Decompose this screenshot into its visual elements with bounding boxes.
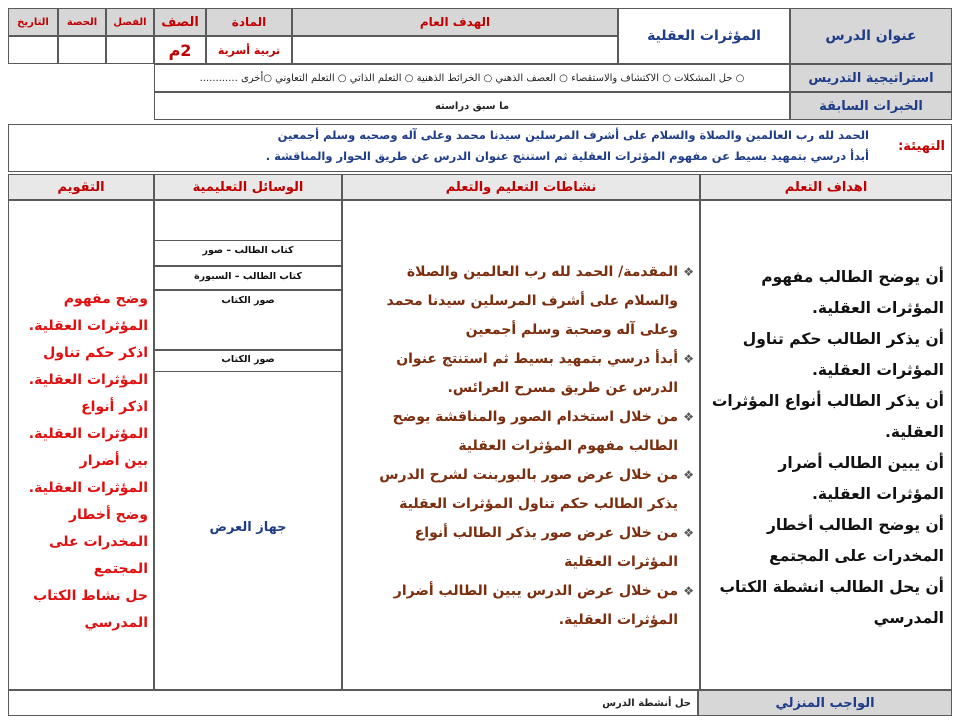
date-value[interactable] [8, 36, 58, 64]
grade-label: الصف [154, 8, 206, 36]
subject-label: المادة [206, 8, 292, 36]
general-goal-label: الهدف العام [292, 8, 618, 36]
strategy-label: استراتيجية التدريس [790, 64, 952, 92]
prior-knowledge-value: ما سبق دراسته [154, 92, 790, 120]
evaluation-item: اذكر أنواع المؤثرات العقلية. [28, 399, 148, 442]
grade-value: 2م [154, 36, 206, 64]
evaluation-item: حل نشاط الكتاب المدرسي [33, 588, 148, 631]
semester-value[interactable] [106, 36, 154, 64]
activities-list [356, 258, 694, 635]
period-value[interactable] [58, 36, 106, 64]
activity-item: ❖ من خلال عرض الدرس يبين الطالب أضرار المؤثرات العقلية. [356, 577, 694, 635]
activity-item: ❖ من خلال عرض صور بالبوربنت لشرح الدرس يذكر الطالب حكم تناول المؤثرات العقلية [356, 461, 694, 519]
evaluation-item: بين أضرار المؤثرات العقلية. [28, 453, 148, 496]
tamheed-section [8, 124, 952, 172]
date-label: التاريخ [8, 8, 58, 36]
tamheed-line-2: أبدأ درسي بتمهيد بسيط عن مفهوم المؤثرات العقلية ثم استنتج عنوان الدرس عن طريق الحوار والمناقشة . [265, 149, 869, 163]
tools-header: الوسائل التعليمية [154, 174, 342, 200]
lesson-title-label: عنوان الدرس [790, 8, 952, 64]
evaluation-list [16, 286, 148, 637]
evaluation-item: اذكر حكم تناول المؤثرات العقلية. [28, 345, 148, 388]
strategies-list: ○ حل المشكلات ○ الاكتشاف والاستقصاء ○ العصف الذهني ○ الخرائط الذهنية ○ التعلم الذاتي ○ التعلم التعاوني ○أخرى ............ [154, 64, 790, 92]
evaluation-item: وضح أخطار المخدرات على المجتمع [49, 507, 148, 577]
tool-item-5: جهاز العرض [209, 520, 287, 535]
tamheed-label: التهيئة: [898, 139, 945, 154]
lesson-title-value: المؤثرات العقلية [618, 8, 790, 64]
homework-value: حل أنشطة الدرس [8, 690, 698, 716]
tool-item-3: صور الكتاب [154, 290, 342, 350]
activity-item: ❖ المقدمة/ الحمد لله رب العالمين والصلاة والسلام على أشرف المرسلين سيدنا محمد وعلى آله وصحبة وسلم أجمعين [356, 258, 694, 345]
goal-item: أن يذكر الطالب حكم تناول المؤثرات العقلية. [742, 330, 944, 379]
goal-item: أن يوضح الطالب مفهوم المؤثرات العقلية. [761, 268, 944, 317]
homework-label: الواجب المنزلي [698, 690, 952, 716]
semester-label: الفصل [106, 8, 154, 36]
period-label: الحصة [58, 8, 106, 36]
goal-item: أن يبين الطالب أضرار المؤثرات العقلية. [778, 454, 944, 503]
subject-value: تربية أسرية [206, 36, 292, 64]
goals-header: اهداف التعلم [700, 174, 952, 200]
tool-item-1: كتاب الطالب – صور [154, 240, 342, 266]
goal-item: أن يحل الطالب انشطة الكتاب المدرسي [719, 578, 944, 627]
goals-list [708, 262, 944, 634]
activity-item: ❖ من خلال عرض صور يذكر الطالب أنواع المؤثرات العقلية [356, 519, 694, 577]
prior-knowledge-label: الخبرات السابقة [790, 92, 952, 120]
tool-item-2: كتاب الطالب – السبورة [154, 266, 342, 290]
activities-header: نشاطات التعليم والتعلم [342, 174, 700, 200]
tamheed-line-1: الحمد لله رب العالمين والصلاة والسلام على أشرف المرسلين سيدنا محمد وعلى آله وصحبه وسلم أجمعين [277, 128, 869, 142]
tool-item-4: صور الكتاب [154, 350, 342, 372]
activity-item: ❖ من خلال استخدام الصور والمناقشة يوضح الطالب مفهوم المؤثرات العقلية [356, 403, 694, 461]
goal-item: أن يذكر الطالب أنواع المؤثرات العقلية. [711, 392, 944, 441]
activity-item: ❖ أبدأ درسي بتمهيد بسيط ثم استنتج عنوان الدرس عن طريق مسرح العرائس. [356, 345, 694, 403]
evaluation-item: وضح مفهوم المؤثرات العقلية. [28, 291, 148, 334]
goal-item: أن يوضح الطالب أخطار المخدرات على المجتمع [766, 516, 944, 565]
general-goal-value[interactable] [292, 36, 618, 64]
evaluation-header: التقويم [8, 174, 154, 200]
